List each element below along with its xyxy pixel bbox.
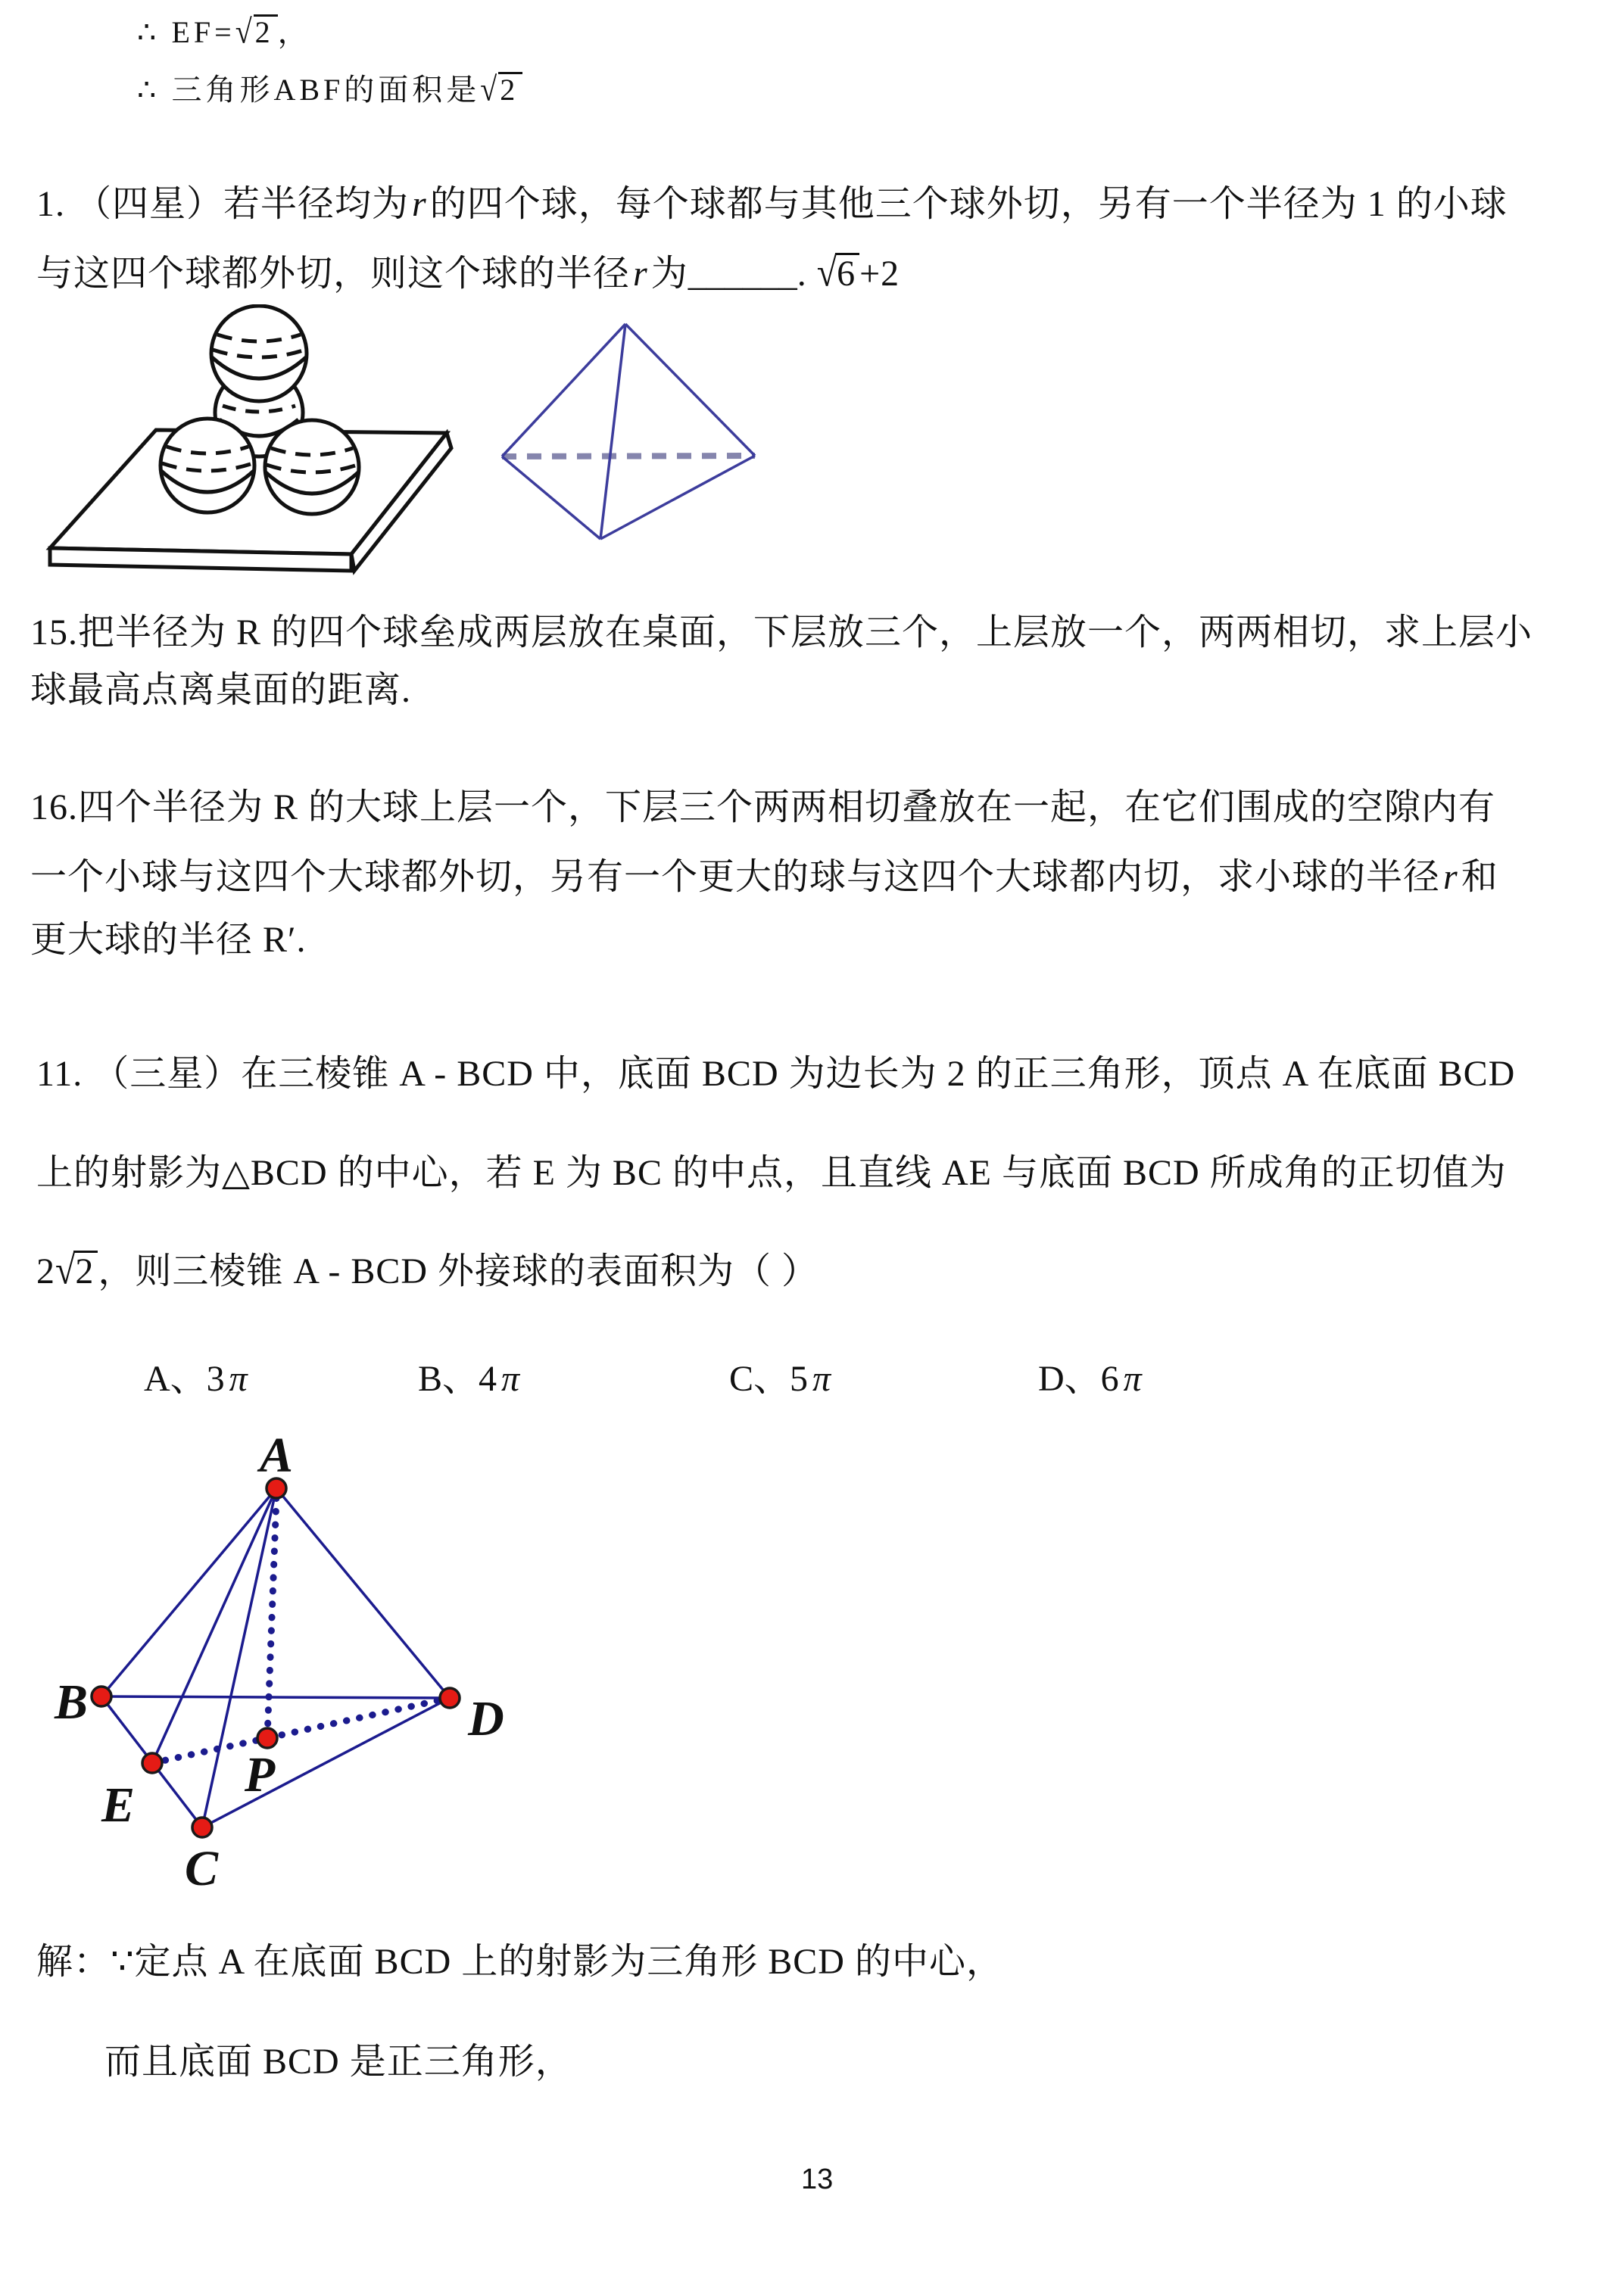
sphere-top xyxy=(211,306,307,401)
variable-r: r xyxy=(412,184,427,224)
plate-front-edge xyxy=(50,548,351,571)
therefore-symbol: ∴ xyxy=(137,15,161,49)
option-D: D、6 π xyxy=(1038,1359,1142,1399)
edge-BD xyxy=(101,1696,450,1698)
sqrt-radical: √2 xyxy=(55,1249,98,1294)
question-1-line-2: 与这四个球都外切，则这个球的半径r为______. √6 +2 xyxy=(36,250,900,295)
question-11-line-3: 2√2 ，则三棱锥 A - BCD 外接球的表面积为（ ） xyxy=(36,1248,819,1293)
vertex-dot-E xyxy=(142,1753,162,1773)
tetra-edge xyxy=(600,324,625,539)
sphere-front-left xyxy=(161,419,254,512)
pi-symbol: π xyxy=(812,1359,831,1399)
sqrt-radical: √2 xyxy=(235,14,278,51)
question-11-options xyxy=(0,1349,1609,1402)
tetra-edge xyxy=(600,456,755,539)
question-15-line-2: 球最高点离桌面的距离. xyxy=(30,670,412,710)
vertex-dot-P xyxy=(257,1728,277,1748)
page-number: 13 xyxy=(801,2164,834,2195)
option-C: C、5 π xyxy=(729,1359,831,1399)
sphere-front-right xyxy=(265,420,359,514)
dotted-line-AP xyxy=(267,1498,276,1738)
proof-line-abf: ∴ 三角形ABF的面积是√2 xyxy=(137,71,522,109)
question-11-line-2: 上的射影为△BCD 的中心，若 E 为 BC 的中点，且直线 AE 与底面 BCD 所成角的正切值为 xyxy=(36,1153,1507,1193)
dotted-line-EPD xyxy=(152,1698,450,1763)
pi-symbol: π xyxy=(501,1359,520,1399)
edge-AE xyxy=(152,1488,276,1763)
vertex-label-C: C xyxy=(184,1841,219,1896)
question-16-line-1: 16.四个半径为 R 的大球上层一个，下层三个两两相切叠放在一起，在它们围成的空隙内有 xyxy=(30,787,1496,827)
vertex-dot-D xyxy=(440,1688,460,1708)
question-1-line-1: 1. （四星）若半径均为r的四个球，每个球都与其他三个球外切，另有一个半径为 1 的小球 xyxy=(36,184,1508,224)
variable-r: r xyxy=(1443,857,1458,897)
vertex-dot-C xyxy=(192,1818,212,1837)
question-16-line-2: 一个小球与这四个大球都外切，另有一个更大的球与这四个大球都内切，求小球的半径r和 xyxy=(30,857,1498,897)
option-B: B、4 π xyxy=(418,1359,520,1399)
edge-CD xyxy=(202,1698,450,1827)
edge-AB xyxy=(101,1488,276,1696)
vertex-dot-B xyxy=(92,1687,111,1706)
vertex-label-D: D xyxy=(468,1691,504,1746)
pi-symbol: π xyxy=(229,1359,248,1399)
solution-line-1: 解：∵定点 A 在底面 BCD 上的射影为三角形 BCD 的中心， xyxy=(36,1942,1003,1982)
figure-spheres-on-plate xyxy=(38,304,458,577)
edge-AD xyxy=(276,1488,450,1698)
option-A: A、3 π xyxy=(144,1359,248,1399)
figure-tetrahedron-small xyxy=(492,316,780,551)
proof-line-ef: ∴ EF=√2 ， xyxy=(137,12,312,51)
vertex-label-E: E xyxy=(101,1777,136,1833)
figure-pyramid-ABCD xyxy=(23,1423,538,1923)
tetra-edge xyxy=(625,324,755,456)
question-16-line-3: 更大球的半径 R′. xyxy=(30,920,307,960)
question-11-line-1: 11. （三星）在三棱锥 A - BCD 中，底面 BCD 为边长为 2 的正三角形，顶点 A 在底面 BCD xyxy=(36,1054,1516,1094)
vertex-label-B: B xyxy=(54,1674,89,1730)
vertex-label-P: P xyxy=(244,1747,276,1802)
solution-line-2: 而且底面 BCD 是正三角形， xyxy=(104,2042,572,2082)
question-15-line-1: 15.把半径为 R 的四个球垒成两层放在桌面，下层放三个，上层放一个，两两相切，求上层小 xyxy=(30,612,1533,653)
pi-symbol: π xyxy=(1123,1359,1142,1399)
tetra-edge xyxy=(502,324,625,456)
tetra-edge xyxy=(502,456,600,539)
variable-r: r xyxy=(633,254,648,294)
sqrt-radical: √6 xyxy=(817,251,859,297)
sqrt-radical: √2 xyxy=(480,71,522,109)
answer-blank: ______ xyxy=(688,254,797,294)
vertex-label-A: A xyxy=(259,1428,294,1483)
therefore-symbol: ∴ xyxy=(137,73,161,107)
